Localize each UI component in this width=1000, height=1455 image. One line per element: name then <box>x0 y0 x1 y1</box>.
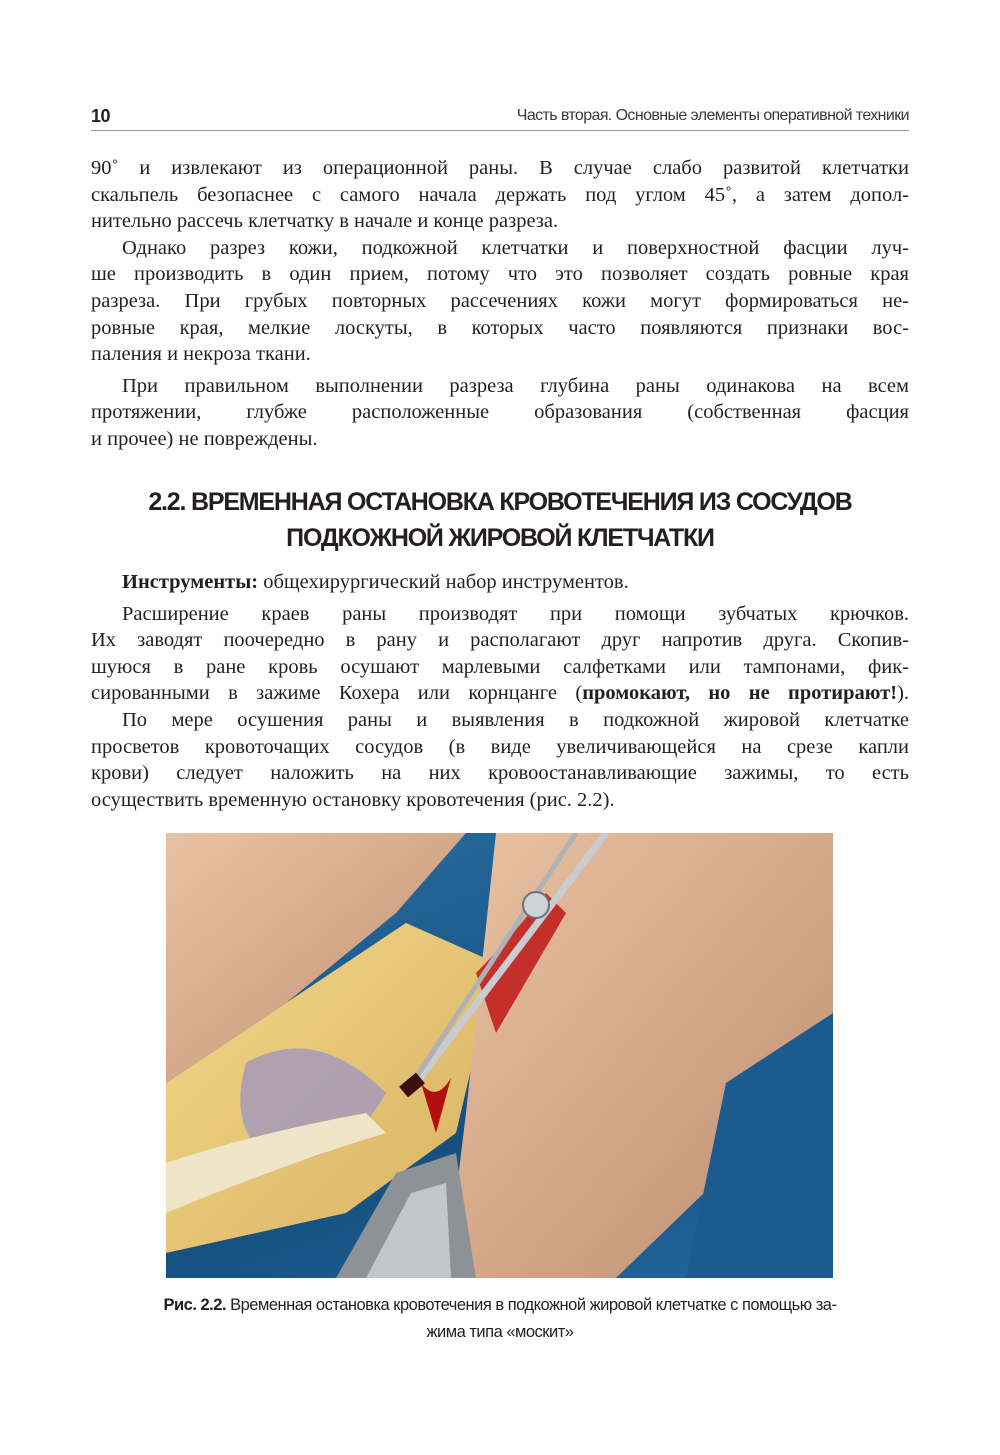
instruments-text: общехирургический набор инструментов. <box>258 571 629 593</box>
figure-label: Рис. 2.2. <box>163 1296 227 1314</box>
caption-text: Временная остановка кровотечения в подкожной жировой клетчатке с помощью за- <box>226 1296 837 1314</box>
heading-line: ПОДКОЖНОЙ ЖИРОВОЙ КЛЕТЧАТКИ <box>286 524 714 552</box>
text-line: Расширение краев раны производят при помощи зубчатых крючков. <box>122 602 909 625</box>
caption-text: жима типа «москит» <box>426 1323 574 1341</box>
instruments-label: Инструменты: <box>122 571 259 593</box>
running-title: Часть вторая. Основные элементы оперативной техники <box>516 107 909 124</box>
text-line: паления и некроза ткани. <box>91 343 311 366</box>
emphasis-text: промокают, но не протирают! <box>582 682 898 705</box>
text-line: протяжении, глубже расположенные образования (собственная фасция <box>91 401 909 424</box>
section2-text <box>91 569 909 813</box>
text-line: и прочее) не повреждены. <box>91 427 318 450</box>
text-line <box>91 680 909 707</box>
text-line: крови) следует наложить на них кровоостанавливающие зажимы, то есть <box>91 762 909 785</box>
text-line: осуществить временную остановку кровотечения (рис. 2.2). <box>91 788 615 811</box>
text-line: ше производить в один прием, потому что это позволяет создать ровные края <box>91 263 909 286</box>
running-header <box>91 104 909 131</box>
text-segment: ). <box>897 682 910 705</box>
page-number: 10 <box>91 106 111 126</box>
text-line: Однако разрез кожи, подкожной клетчатки и поверхностной фасции луч- <box>122 236 909 259</box>
instruments-line <box>91 569 909 596</box>
surgical-photo <box>166 833 833 1278</box>
section-heading <box>91 484 909 556</box>
figure-caption <box>91 1292 909 1346</box>
heading-line: 2.2. ВРЕМЕННАЯ ОСТАНОВКА КРОВОТЕЧЕНИЯ ИЗ СОСУДОВ <box>148 488 852 516</box>
text-line: разреза. При грубых повторных рассечениях кожи могут формироваться не- <box>91 289 909 312</box>
text-line: Их заводят поочередно в рану и располагают друг напротив друга. Скопив- <box>91 629 909 652</box>
text-line: По мере осушения раны и выявления в подкожной жировой клетчатке <box>122 708 909 731</box>
text-line: нительно рассечь клетчатку в начале и конце разреза. <box>91 210 559 233</box>
surgical-photo-illustration <box>166 833 833 1278</box>
section1-text <box>91 155 909 453</box>
text-line: шуюся в ране кровь осушают марлевыми салфетками или тампонами, фик- <box>91 655 909 678</box>
text-segment: сированными в зажиме Кохера или корнцанге ( <box>91 682 583 705</box>
text-line: ровные края, мелкие лоскуты, в которых часто появляются признаки вос- <box>91 316 909 339</box>
text-line: просветов кровоточащих сосудов (в виде увеличивающейся на срезе капли <box>91 735 909 758</box>
text-line: При правильном выполнении разреза глубина раны одинакова на всем <box>122 374 909 397</box>
text-line: 90˚ и извлекают из операционной раны. В случае слабо развитой клетчатки <box>91 157 909 179</box>
text-line: скальпель безопаснее с самого начала держать под углом 45˚, а затем допол- <box>91 183 909 206</box>
